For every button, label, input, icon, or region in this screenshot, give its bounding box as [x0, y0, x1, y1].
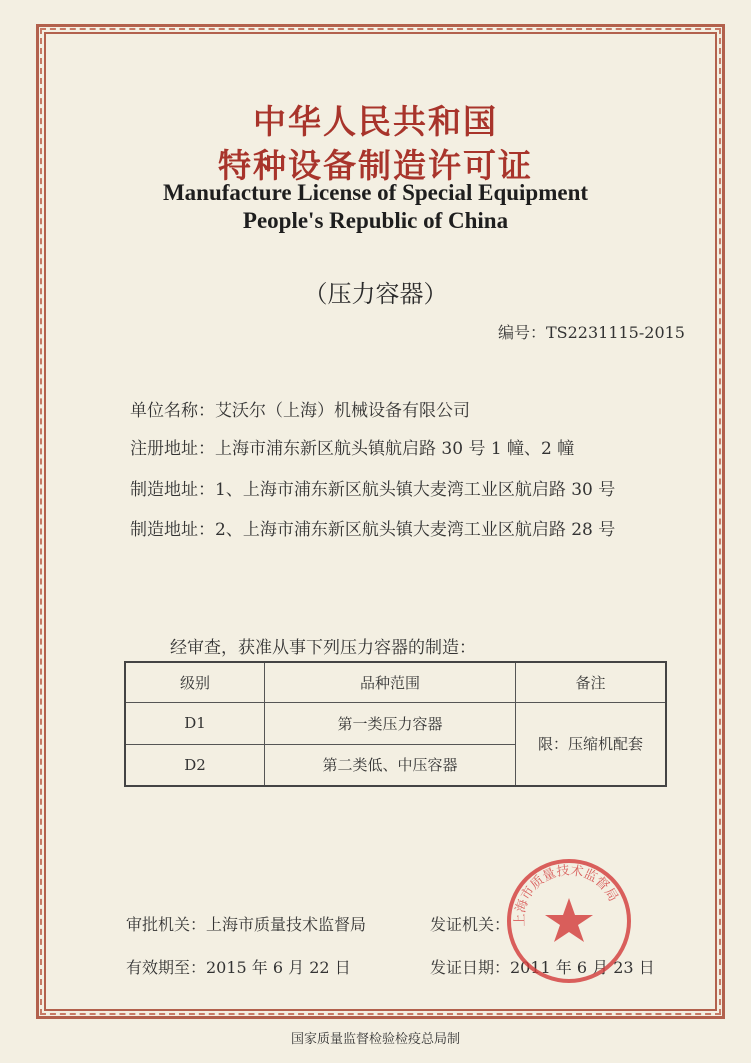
manufacturing-address-1: 制造地址：1、上海市浦东新区航头镇大麦湾工业区航启路 30 号 — [130, 480, 616, 500]
registered-address: 注册地址：上海市浦东新区航头镇航启路 30 号 1 幢、2 幢 — [130, 439, 575, 459]
header-level: 级别 — [125, 662, 265, 702]
header-scope: 品种范围 — [265, 662, 516, 702]
svg-text:上海市质量技术监督局: 上海市质量技术监督局 — [512, 863, 621, 927]
row-level: D1 — [125, 702, 265, 744]
unit-name: 单位名称：艾沃尔（上海）机械设备有限公司 — [130, 401, 470, 421]
manufacturing-address-2: 制造地址：2、上海市浦东新区航头镇大麦湾工业区航启路 28 号 — [130, 520, 616, 540]
row-scope: 第二类低、中压容器 — [265, 744, 516, 786]
issue-date: 发证日期：2011 年 6 月 23 日 — [430, 958, 655, 977]
license-number: 编号：TS2231115-2015 — [497, 323, 685, 342]
footer-issuer: 国家质量监督检验检疫总局制 — [290, 1032, 460, 1047]
approval-intro: 经审查，获准从事下列压力容器的制造： — [170, 638, 476, 658]
title-cn-line2: 特种设备制造许可证 — [218, 146, 533, 185]
category-subtitle: （压力容器） — [303, 280, 448, 308]
table-row — [125, 702, 666, 744]
title-cn-line1: 中华人民共和国 — [253, 102, 498, 141]
row-note: 限：压缩机配套 — [516, 702, 667, 786]
issuing-authority: 发证机关： — [430, 915, 511, 934]
scope-table — [124, 661, 667, 787]
title-en-line2: People's Republic of China — [242, 208, 509, 233]
row-scope: 第一类压力容器 — [265, 702, 516, 744]
approval-authority: 审批机关：上海市质量技术监督局 — [126, 915, 367, 934]
header-note: 备注 — [516, 662, 667, 702]
row-level: D2 — [125, 744, 265, 786]
official-seal — [506, 858, 632, 984]
valid-until: 有效期至：2015 年 6 月 22 日 — [126, 958, 351, 977]
title-en-line1: Manufacture License of Special Equipment — [162, 180, 589, 205]
